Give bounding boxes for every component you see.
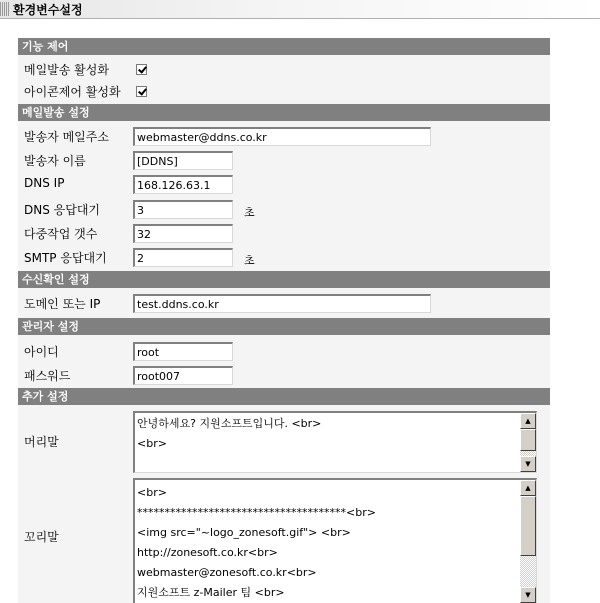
header-textarea[interactable] xyxy=(133,411,537,473)
section-header-receipt: 수신확인 설정 xyxy=(18,271,550,288)
footer-textarea-content: <br> **************************************<br> <img src="~logo_zonesoft.gif"> <br> http://zonesoft.co.kr<br> webmaster@zonesoft.co.kr<br> 지원소프트 z-Mailer 팀 <br> xyxy=(137,486,376,599)
scroll-thumb[interactable] xyxy=(520,496,536,556)
domain-label: 도메인 또는 IP xyxy=(24,297,101,311)
page-title: 환경변수설정 xyxy=(13,3,83,17)
footer-textarea[interactable] xyxy=(133,478,537,603)
smtp-wait-unit: 초 xyxy=(244,254,255,267)
mail-send-checkbox[interactable] xyxy=(136,64,147,75)
scroll-down-icon[interactable]: ▼ xyxy=(520,456,536,472)
smtp-wait-label: SMTP 응답대기 xyxy=(24,251,107,265)
smtp-wait-input[interactable] xyxy=(133,248,233,267)
footer-scrollbar[interactable] xyxy=(520,480,536,603)
scroll-thumb[interactable] xyxy=(520,429,536,451)
sender-email-input[interactable] xyxy=(133,127,431,146)
scroll-up-icon[interactable]: ▲ xyxy=(520,480,536,496)
page-header xyxy=(0,0,600,18)
header-text-label: 머리말 xyxy=(24,435,59,449)
scroll-down-icon[interactable]: ▼ xyxy=(520,587,536,603)
multitask-input[interactable] xyxy=(133,224,233,243)
dns-wait-input[interactable] xyxy=(133,200,233,219)
section-header-feature: 기능 제어 xyxy=(18,38,550,55)
dns-ip-input[interactable] xyxy=(133,175,233,194)
sender-name-input[interactable] xyxy=(133,151,233,170)
dns-wait-unit: 초 xyxy=(244,206,255,219)
dns-wait-label: DNS 응답대기 xyxy=(24,203,101,217)
section-header-extra: 추가 설정 xyxy=(18,388,550,405)
section-header-admin: 관리자 설정 xyxy=(18,318,550,335)
admin-password-label: 패스워드 xyxy=(24,369,71,383)
title-divider xyxy=(0,18,600,19)
footer-text-label: 꼬리말 xyxy=(24,530,59,544)
section-header-mail: 메일발송 설정 xyxy=(18,104,550,121)
dns-ip-label: DNS IP xyxy=(24,176,65,190)
scroll-up-icon[interactable]: ▲ xyxy=(520,413,536,429)
multitask-label: 다중작업 갯수 xyxy=(24,227,98,241)
admin-password-input[interactable] xyxy=(133,366,233,385)
header-scrollbar[interactable] xyxy=(520,413,536,472)
admin-id-input[interactable] xyxy=(133,342,233,361)
domain-input[interactable] xyxy=(133,294,431,313)
admin-id-label: 아이디 xyxy=(24,345,59,359)
icon-control-label: 아이콘제어 활성화 xyxy=(24,85,121,99)
settings-form xyxy=(18,38,550,603)
header-textarea-content: 안녕하세요? 지원소프트입니다. <br> <br> xyxy=(137,417,322,450)
sender-name-label: 발송자 이름 xyxy=(24,154,86,168)
sender-email-label: 발송자 메일주소 xyxy=(24,130,109,144)
icon-control-checkbox[interactable] xyxy=(136,86,147,97)
title-marker-icon xyxy=(0,2,10,16)
mail-send-label: 메일발송 활성화 xyxy=(24,63,109,77)
